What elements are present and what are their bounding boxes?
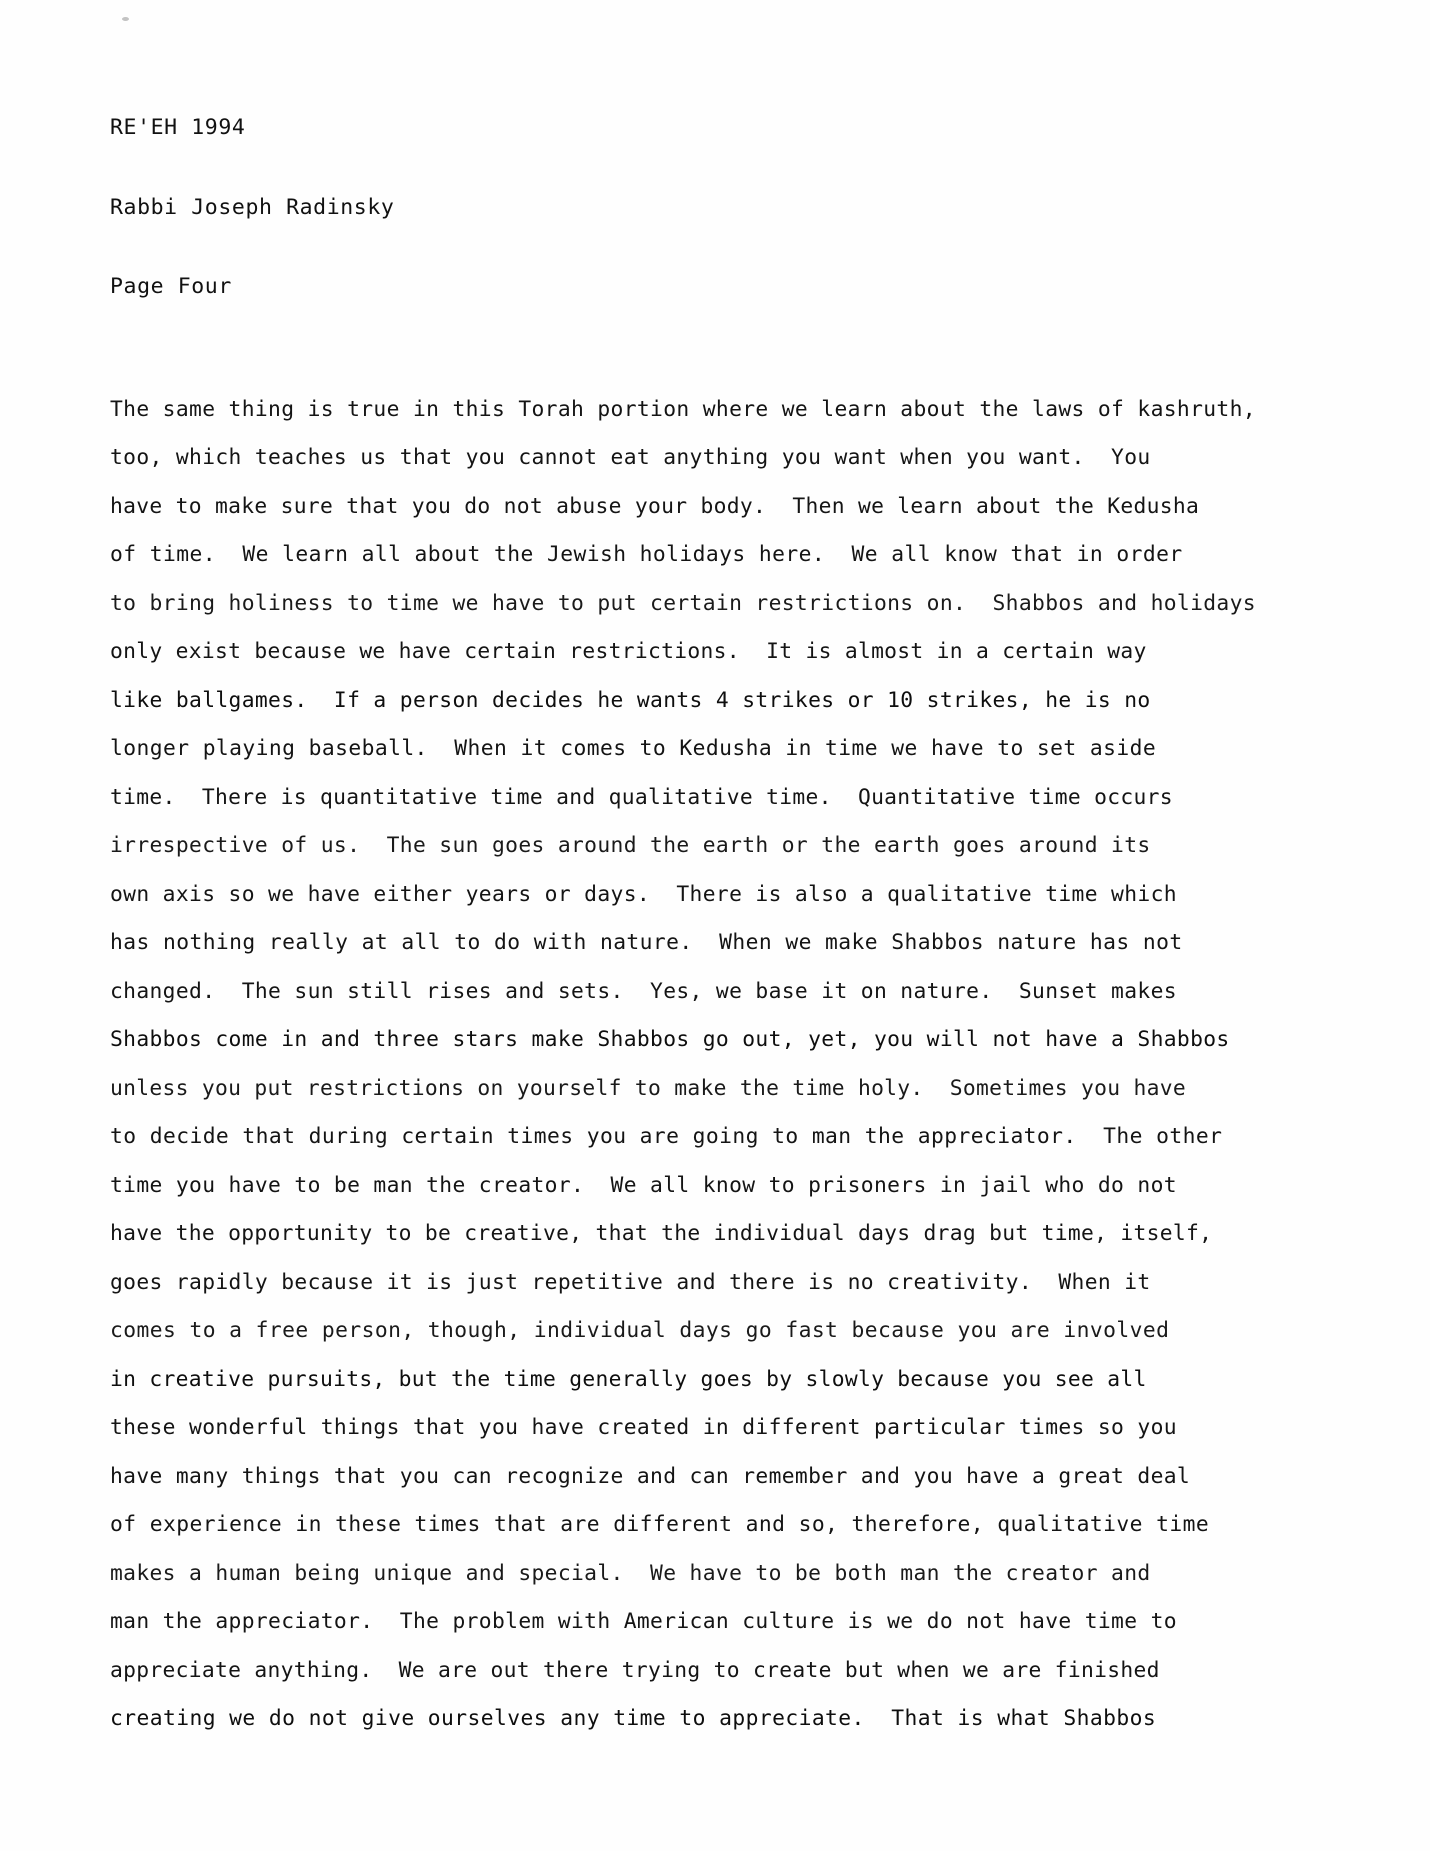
body-line: appreciate anything. We are out there trying to create but when we are finished [110, 1657, 1160, 1683]
body-line: comes to a free person, though, individual days go fast because you are involved [110, 1318, 1170, 1343]
body-line: makes a human being unique and special. We have to be both man the creator and [110, 1560, 1151, 1586]
body-line: these wonderful things that you have created in different particular times so you [110, 1415, 1177, 1440]
body-line: The same thing is true in this Torah portion where we learn about the laws of kashruth, [110, 396, 1256, 422]
body-line: changed. The sun still rises and sets. Yes, we base it on nature. Sunset makes [110, 978, 1177, 1004]
body-line: to bring holiness to time we have to put certain restrictions on. Shabbos and holidays [110, 590, 1256, 616]
body-line: of time. We learn all about the Jewish holidays here. We all know that in order [110, 542, 1183, 567]
body-line: of experience in these times that are different and so, therefore, qualitative time [110, 1512, 1210, 1537]
body-line: goes rapidly because it is just repetitive and there is no creativity. When it [110, 1269, 1151, 1295]
body-line: irrespective of us. The sun goes around the earth or the earth goes around its [110, 833, 1151, 858]
body-line: man the appreciator. The problem with American culture is we do not have time to [110, 1609, 1177, 1634]
body-line: own axis so we have either years or days. There is also a qualitative time which [110, 881, 1177, 907]
header-line-page: Page Four [110, 274, 232, 299]
body-line: have to make sure that you do not abuse your body. Then we learn about the Kedusha [110, 493, 1200, 519]
document-header [110, 62, 1120, 354]
body-line: only exist because we have certain restrictions. It is almost in a certain way [110, 639, 1147, 664]
header-line-title: RE'EH 1994 [110, 115, 246, 140]
body-line: in creative pursuits, but the time generally goes by slowly because you see all [110, 1366, 1147, 1392]
body-line: creating we do not give ourselves any time to appreciate. That is what Shabbos [110, 1706, 1157, 1731]
scan-artifact-speck [122, 17, 129, 21]
body-line: unless you put restrictions on yourself to make the time holy. Sometimes you have [110, 1075, 1186, 1101]
body-line: time. There is quantitative time and qualitative time. Quantitative time occurs [110, 784, 1173, 810]
header-line-author: Rabbi Joseph Radinsky [110, 194, 395, 220]
document-content [110, 62, 1256, 1744]
body-line: time you have to be man the creator. We all know to prisoners in jail who do not [110, 1172, 1177, 1198]
body-line: like ballgames. If a person decides he wants 4 strikes or 10 strikes, he is no [110, 687, 1151, 713]
body-line: longer playing baseball. When it comes to Kedusha in time we have to set aside [110, 736, 1157, 761]
body-line: have many things that you can recognize and can remember and you have a great deal [110, 1463, 1191, 1489]
body-line: to decide that during certain times you are going to man the appreciator. The other [110, 1124, 1223, 1149]
body-line: has nothing really at all to do with nature. When we make Shabbos nature has not [110, 930, 1183, 955]
document-body [110, 386, 1256, 1744]
body-line: Shabbos come in and three stars make Shabbos go out, yet, you will not have a Shabbos [110, 1027, 1230, 1052]
body-line: have the opportunity to be creative, that the individual days drag but time, itself, [110, 1221, 1213, 1246]
body-line: too, which teaches us that you cannot eat anything you want when you want. You [110, 445, 1151, 470]
